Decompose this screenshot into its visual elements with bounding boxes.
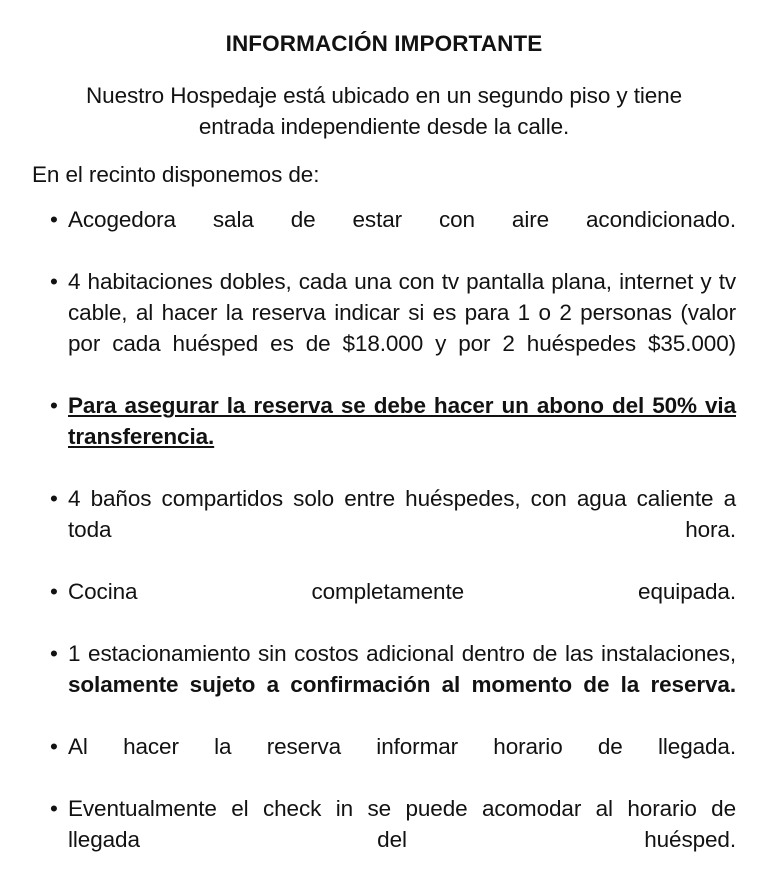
bullet-icon: • (50, 393, 58, 418)
list-item-text: Acogedora sala de estar con aire acondicionado. (68, 207, 736, 232)
list-item (32, 483, 736, 576)
list-item-text: 4 baños compartidos solo entre huéspedes, con agua caliente a toda hora. (68, 486, 736, 542)
list-item (32, 204, 736, 266)
list-item-text: Para asegurar la reserva se debe hacer un abono del 50% via transferencia. (68, 393, 736, 449)
list-item (32, 576, 736, 638)
bullet-icon: • (50, 207, 58, 232)
bullet-icon: • (50, 796, 58, 821)
list-lead-in-text: En el recinto disponemos de: (32, 162, 320, 187)
list-item (32, 266, 736, 390)
bullet-icon: • (50, 734, 58, 759)
list-item (32, 390, 736, 483)
bullet-icon: • (50, 641, 58, 666)
list-item-text: Al hacer la reserva informar horario de llegada. (68, 734, 736, 759)
amenities-list (0, 190, 768, 886)
list-item-text: solamente sujeto a confirmación al momento de la reserva. (68, 672, 736, 697)
bullet-icon: • (50, 486, 58, 511)
bullet-icon: • (50, 269, 58, 294)
list-item-text: Cocina completamente equipada. (68, 579, 736, 604)
list-item (32, 638, 736, 731)
list-item-text: 4 habitaciones dobles, cada una con tv pantalla plana, internet y tv cable, al hacer la reserva indicar si es para 1 o 2 personas (valor por cada huésped es de $18.000 y por 2 huéspedes $35.000) (68, 269, 736, 356)
list-item-text: Eventualmente el check in se puede acomodar al horario de llegada del huésped. (68, 796, 736, 852)
bullet-icon: • (50, 579, 58, 604)
intro-paragraph: Nuestro Hospedaje está ubicado en un segundo piso y tiene entrada independiente desde la calle. (86, 83, 682, 139)
page-title: INFORMACIÓN IMPORTANTE (225, 31, 543, 56)
list-item (32, 793, 736, 886)
list-item-text: 1 estacionamiento sin costos adicional dentro de las instalaciones, (68, 641, 736, 666)
list-item (32, 731, 736, 793)
